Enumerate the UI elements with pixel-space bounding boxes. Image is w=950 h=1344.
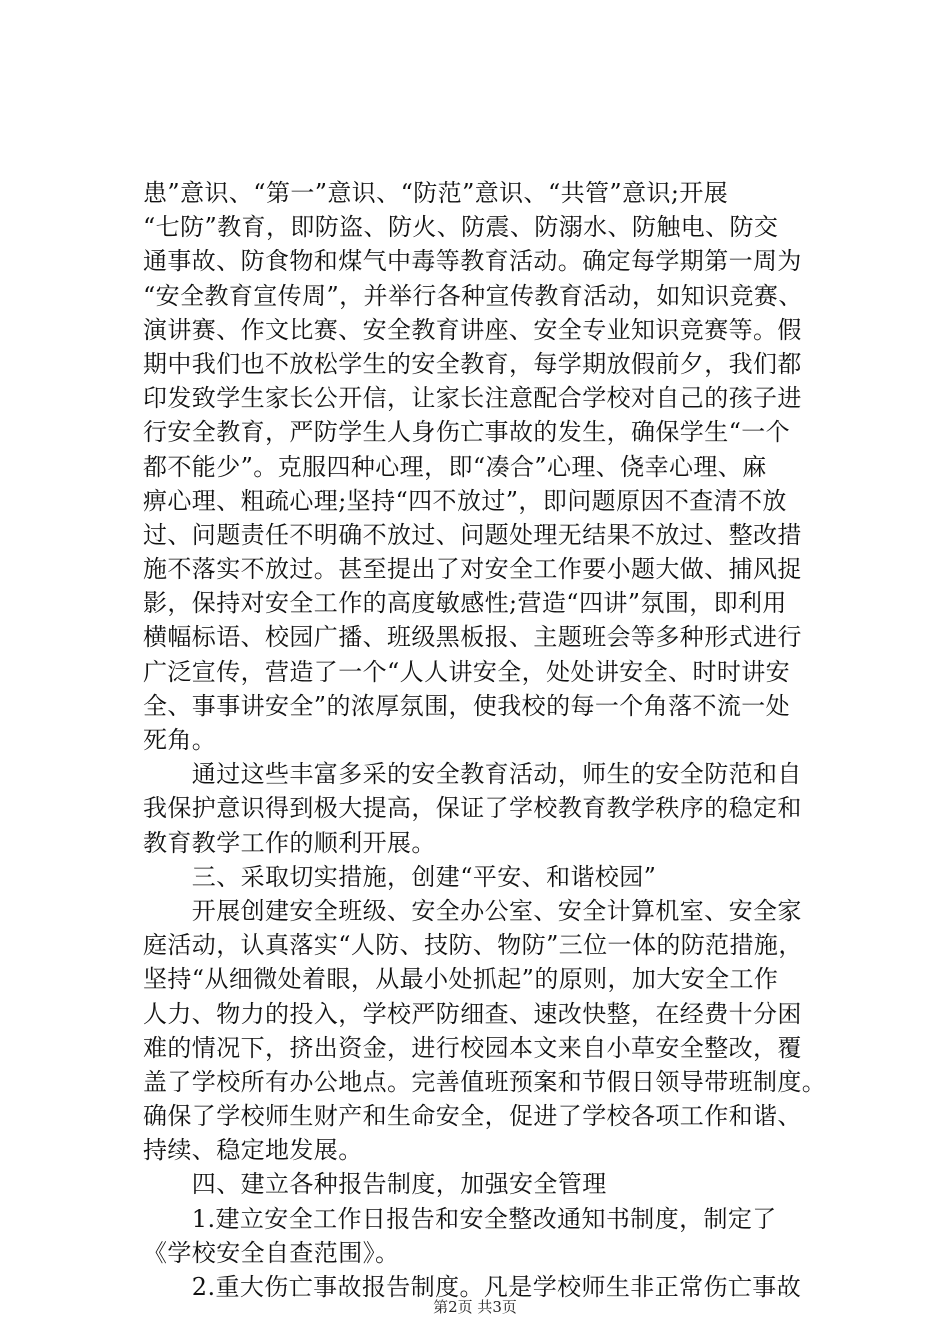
- text-line: 全、事事讲安全”的浓厚氛围，使我校的每一个角落不流一处: [143, 691, 791, 720]
- page-number-footer: 第2页 共3页: [433, 1298, 517, 1316]
- text-line: 影，保持对安全工作的高度敏感性;营造“四讲”氛围，即利用: [143, 589, 787, 618]
- text-line: 人力、物力的投入，学校严防细查、速改快整，在经费十分困: [143, 999, 802, 1028]
- text-line: 期中我们也不放松学生的安全教育，每学期放假前夕，我们都: [143, 349, 802, 378]
- text-line: 死角。: [143, 726, 217, 754]
- text-line: 痹心理、粗疏心理;坚持“四不放过”，即问题原因不查清不放: [143, 486, 787, 515]
- text-line: 《学校安全自查范围》。: [143, 1238, 400, 1267]
- text-line: 演讲赛、作文比赛、安全教育讲座、安全专业知识竞赛等。假: [143, 315, 802, 344]
- text-line: 横幅标语、校园广播、班级黑板报、主题班会等多种形式进行: [143, 623, 802, 652]
- list-item-2: 2.重大伤亡事故报告制度。凡是学校师生非正常伤亡事故: [143, 1273, 802, 1301]
- text-line: “七防”教育，即防盗、防火、防震、防溺水、防触电、防交: [143, 213, 779, 242]
- text-line: 印发致学生家长公开信，让家长注意配合学校对自己的孩子进: [143, 384, 802, 413]
- text-line: 盖了学校所有办公地点。完善值班预案和节假日领导带班制度。: [143, 1067, 827, 1096]
- section-heading-3: 三、采取切实措施，创建“平安、和谐校园”: [143, 862, 657, 891]
- text-line: 行安全教育，严防学生人身伤亡事故的发生，确保学生“一个: [143, 418, 791, 447]
- text-line: 我保护意识得到极大提高，保证了学校教育教学秩序的稳定和: [143, 794, 802, 823]
- section-heading-4: 四、建立各种报告制度，加强安全管理: [143, 1170, 607, 1199]
- text-line: 广泛宣传，营造了一个“人人讲安全，处处讲安全、时时讲安: [143, 657, 791, 686]
- text-line: 过、问题责任不明确不放过、问题处理无结果不放过、整改措: [143, 520, 802, 549]
- text-line: 患”意识、“第一”意识、“防范”意识、“共管”意识;开展: [143, 179, 729, 207]
- text-line: 确保了学校师生财产和生命安全，促进了学校各项工作和谐、: [143, 1102, 802, 1131]
- text-line: 教育教学工作的顺利开展。: [143, 828, 436, 857]
- body-text: [143, 176, 843, 1304]
- list-item-1: 1.建立安全工作日报告和安全整改通知书制度，制定了: [143, 1204, 777, 1233]
- text-line: 庭活动，认真落实“人防、技防、物防”三位一体的防范措施，: [143, 931, 803, 960]
- paragraph-start-line: 通过这些丰富多采的安全教育活动，师生的安全防范和自: [143, 760, 802, 789]
- text-line: “安全教育宣传周”，并举行各种宣传教育活动，如知识竞赛、: [143, 281, 803, 310]
- text-line: 都不能少”。克服四种心理，即“凑合”心理、侥幸心理、麻: [143, 452, 767, 481]
- text-line: 持续、稳定地发展。: [143, 1136, 363, 1165]
- text-line: 施不落实不放过。甚至提出了对安全工作要小题大做、捕风捉: [143, 555, 802, 584]
- text-line: 通事故、防食物和煤气中毒等教育活动。确定每学期第一周为: [143, 247, 802, 276]
- text-line: 坚持“从细微处着眼，从最小处抓起”的原则，加大安全工作: [143, 965, 779, 994]
- text-line: 难的情况下，挤出资金，进行校园本文来自小草安全整改，覆: [143, 1033, 802, 1062]
- paragraph-start-line: 开展创建安全班级、安全办公室、安全计算机室、安全家: [143, 896, 802, 925]
